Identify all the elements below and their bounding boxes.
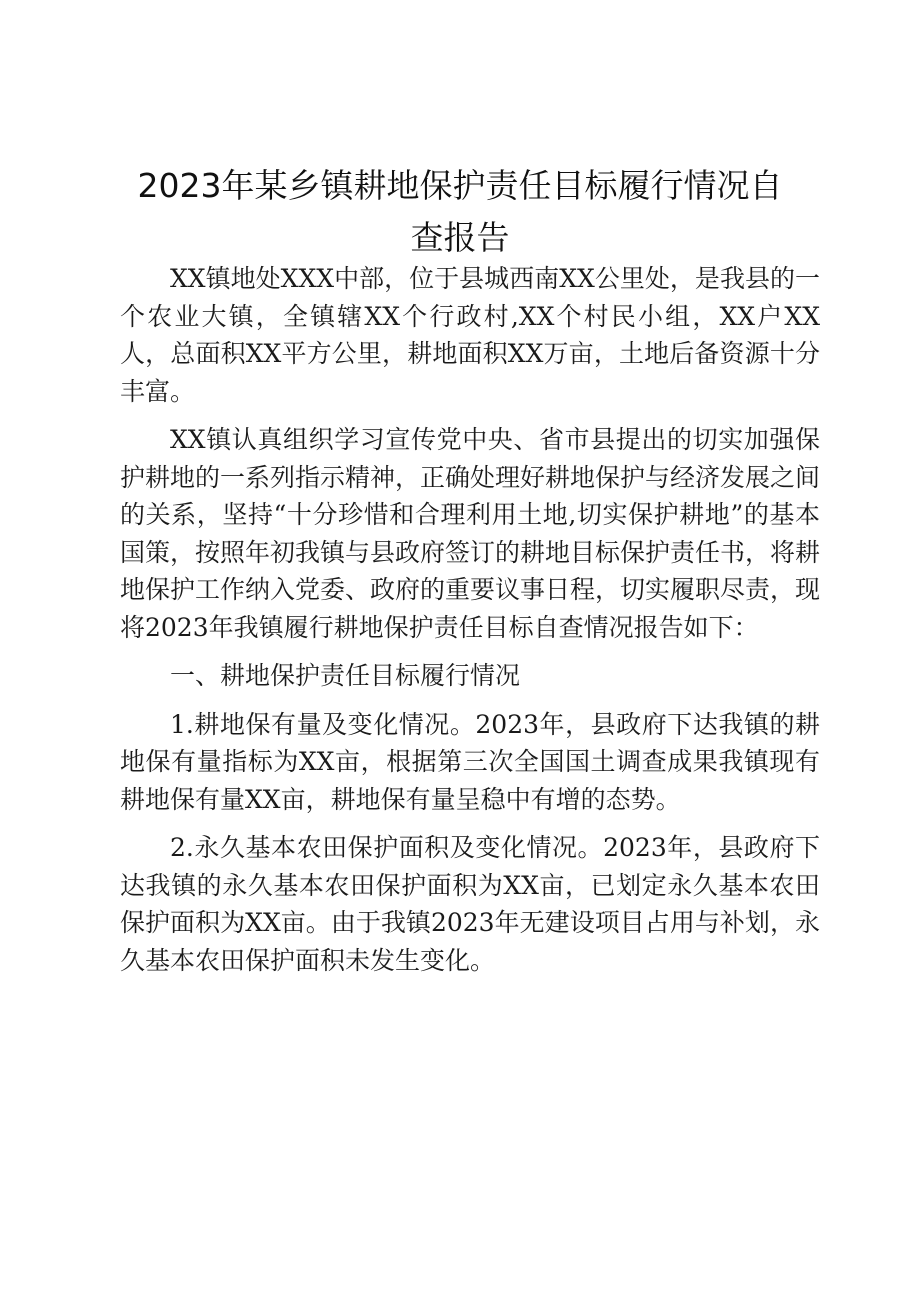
paragraph-overview: XX镇认真组织学习宣传党中央、省市县提出的切实加强保护耕地的一系列指示精神，正确处理好耕地保护与经济发展之间的关系，坚持“十分珍惜和合理利用土地,切实保护耕地”的基本国策，按照年初我镇与县政府签订的耕地目标保护责任书，将耕地保护工作纳入党委、政府的重要议事日程，切实履职尽责，现将2023年我镇履行耕地保护责任目标自查情况报告如下： xyxy=(120,425,821,642)
paragraph-item-2: 2.永久基本农田保护面积及变化情况。2023年，县政府下达我镇的永久基本农田保护面积为XX亩，已划定永久基本农田保护面积为XX亩。由于我镇2023年无建设项目占用与补划，永久基本农田保护面积未发生变化。 xyxy=(120,833,820,975)
paragraph-location: XX镇地处XXX中部，位于县城西南XX公里处，是我县的一个农业大镇，全镇辖XX个行政村,XX个村民小组，XX户XX人，总面积XX平方公里，耕地面积XX万亩，土地后备资源十分丰富。 xyxy=(120,264,820,406)
document-title-line-2: 查报告 xyxy=(410,218,510,257)
document-body xyxy=(120,260,820,979)
document-title-line-1: 2023年某乡镇耕地保护责任目标履行情况自 xyxy=(137,166,783,205)
section-heading-1: 一、耕地保护责任目标履行情况 xyxy=(170,661,521,690)
paragraph-item-1: 1.耕地保有量及变化情况。2023年，县政府下达我镇的耕地保有量指标为XX亩，根据第三次全国国土调查成果我镇现有耕地保有量XX亩，耕地保有量呈稳中有增的态势。 xyxy=(120,709,820,814)
